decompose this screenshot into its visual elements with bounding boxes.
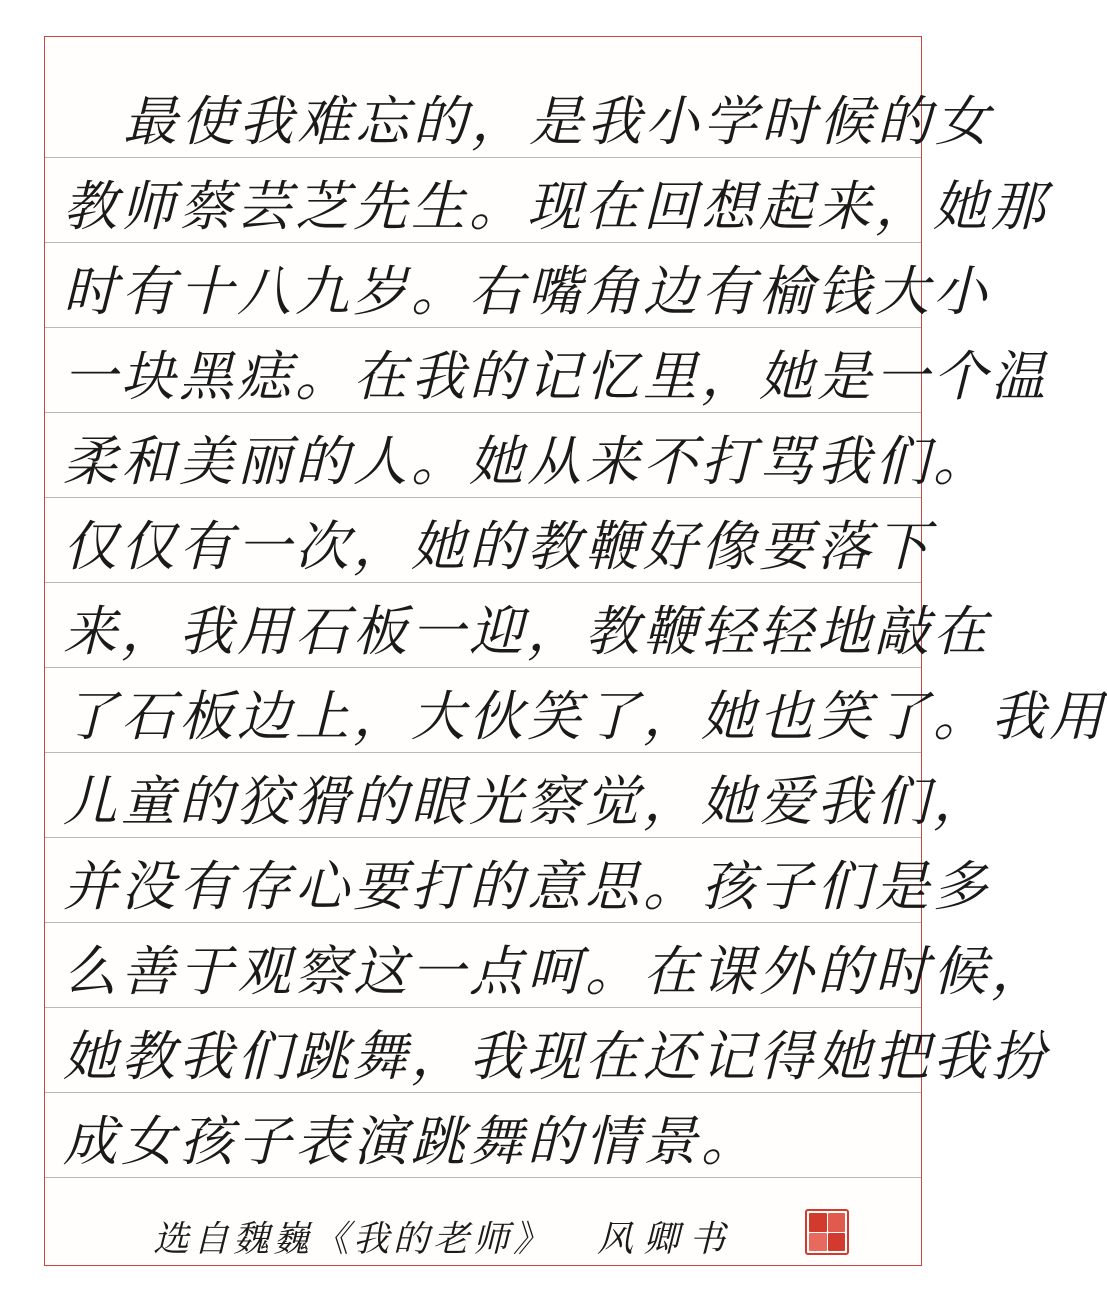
- text-line: 了石板边上，大伙笑了，她也笑了。我用: [63, 685, 1107, 748]
- text-line: 仅仅有一次，她的教鞭好像要落下: [63, 515, 933, 578]
- text-line: 柔和美丽的人。她从来不打骂我们。: [63, 430, 991, 493]
- text-line: 时有十八九岁。右嘴角边有榆钱大小: [63, 260, 991, 323]
- text-line: 并没有存心要打的意思。孩子们是多: [63, 855, 991, 918]
- text-line: 最使我难忘的，是我小学时候的女: [123, 90, 993, 153]
- ruled-line: [45, 1177, 921, 1178]
- text-line: 她教我们跳舞，我现在还记得她把我扮: [63, 1025, 1049, 1088]
- seal-glyph-block: [809, 1213, 827, 1232]
- signature-row: [45, 1207, 921, 1265]
- source-attribution: 选自魏巍《我的老师》: [153, 1218, 554, 1260]
- text-line: 一块黑痣。在我的记忆里，她是一个温: [63, 345, 1049, 408]
- seal-glyph-block: [809, 1233, 827, 1252]
- text-line: 儿童的狡猾的眼光察觉，她爱我们，: [63, 770, 991, 833]
- text-line: 教师蔡芸芝先生。现在回想起来，她那: [63, 175, 1049, 238]
- manuscript-sheet: [44, 36, 1107, 1266]
- text-line: 么善于观察这一点呵。在课外的时候，: [63, 940, 1049, 1003]
- author-signature: 风卿书: [597, 1218, 736, 1260]
- seal-glyph-block: [828, 1213, 846, 1232]
- text-line: 成女孩子表演跳舞的情景。: [63, 1110, 759, 1173]
- seal-glyph-block: [828, 1233, 846, 1252]
- text-line: 来，我用石板一迎，教鞭轻轻地敲在: [63, 600, 991, 663]
- red-seal-stamp: [805, 1209, 849, 1255]
